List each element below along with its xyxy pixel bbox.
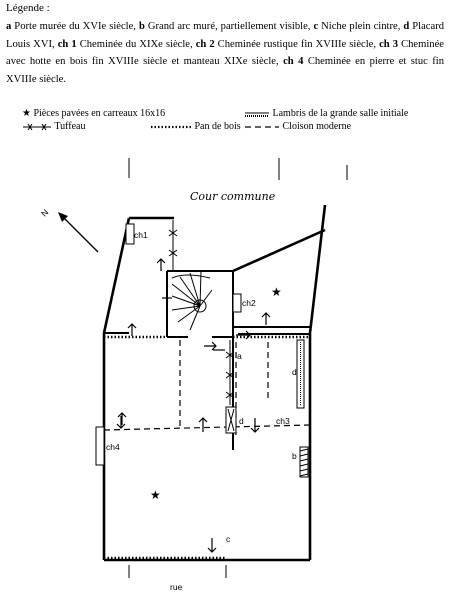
street-label: rue xyxy=(170,582,183,592)
lambris-panel xyxy=(297,340,304,408)
tuffeau-walls xyxy=(169,220,234,405)
key-pan-de-bois: Pan de bois xyxy=(150,121,241,132)
legend-item-a: a Porte murée du XVIe siècle, xyxy=(6,21,136,32)
arc-b-hatch xyxy=(300,447,308,477)
legend-item-ch4: ch 4 Cheminée en pierre et stuc fin XVIIIe siècle. xyxy=(6,56,444,85)
label-d-placard: d xyxy=(292,367,297,377)
legend-item-b: b Grand arc muré, partiellement visible, xyxy=(138,21,311,32)
label-ch3: ch3 xyxy=(276,416,290,426)
key-paved: ★ Pièces pavées en carreaux 16x16 xyxy=(22,108,166,119)
spiral-staircase-icon xyxy=(172,272,212,330)
outer-walls xyxy=(104,205,325,560)
pan-de-bois-walls xyxy=(104,337,310,558)
label-ch4: ch4 xyxy=(106,442,120,452)
label-d-lower: d xyxy=(239,416,244,426)
courtyard-label: Cour commune xyxy=(190,190,276,203)
paved-room-star-icon: ★ xyxy=(150,488,161,502)
legend-item-ch1: ch 1 Cheminée du XIXe siècle, xyxy=(57,38,193,50)
label-ch1: ch1 xyxy=(134,230,148,240)
label-b: b xyxy=(292,451,297,461)
key-cloison: Cloison moderne xyxy=(244,121,351,132)
grid-ticks xyxy=(129,158,347,578)
north-arrow-icon xyxy=(39,207,98,252)
key-lambris: Lambris de la grande salle initiale xyxy=(244,108,408,119)
legend-item-d: d Placard Louis XVI, xyxy=(6,21,445,50)
label-c: c xyxy=(226,534,231,544)
label-a: a xyxy=(237,351,242,361)
paved-room-star-icon: ★ xyxy=(271,285,282,299)
star-icon: ★ xyxy=(22,108,31,119)
legend-item-ch2: ch 2 Cheminée rustique fin XVIIIe siècle, xyxy=(195,38,377,50)
legend-item-ch3: ch 3 Cheminée avec hotte en bois fin XVIIIe siècle et manteau XIXe siècle, xyxy=(6,38,445,67)
legend-heading: Légende : xyxy=(6,2,50,14)
label-ch2: ch2 xyxy=(242,298,256,308)
svg-text:N: N xyxy=(38,207,51,219)
key-tuffeau: Tuffeau xyxy=(22,121,85,132)
legend-item-c: c Niche plein cintre, xyxy=(313,21,401,32)
